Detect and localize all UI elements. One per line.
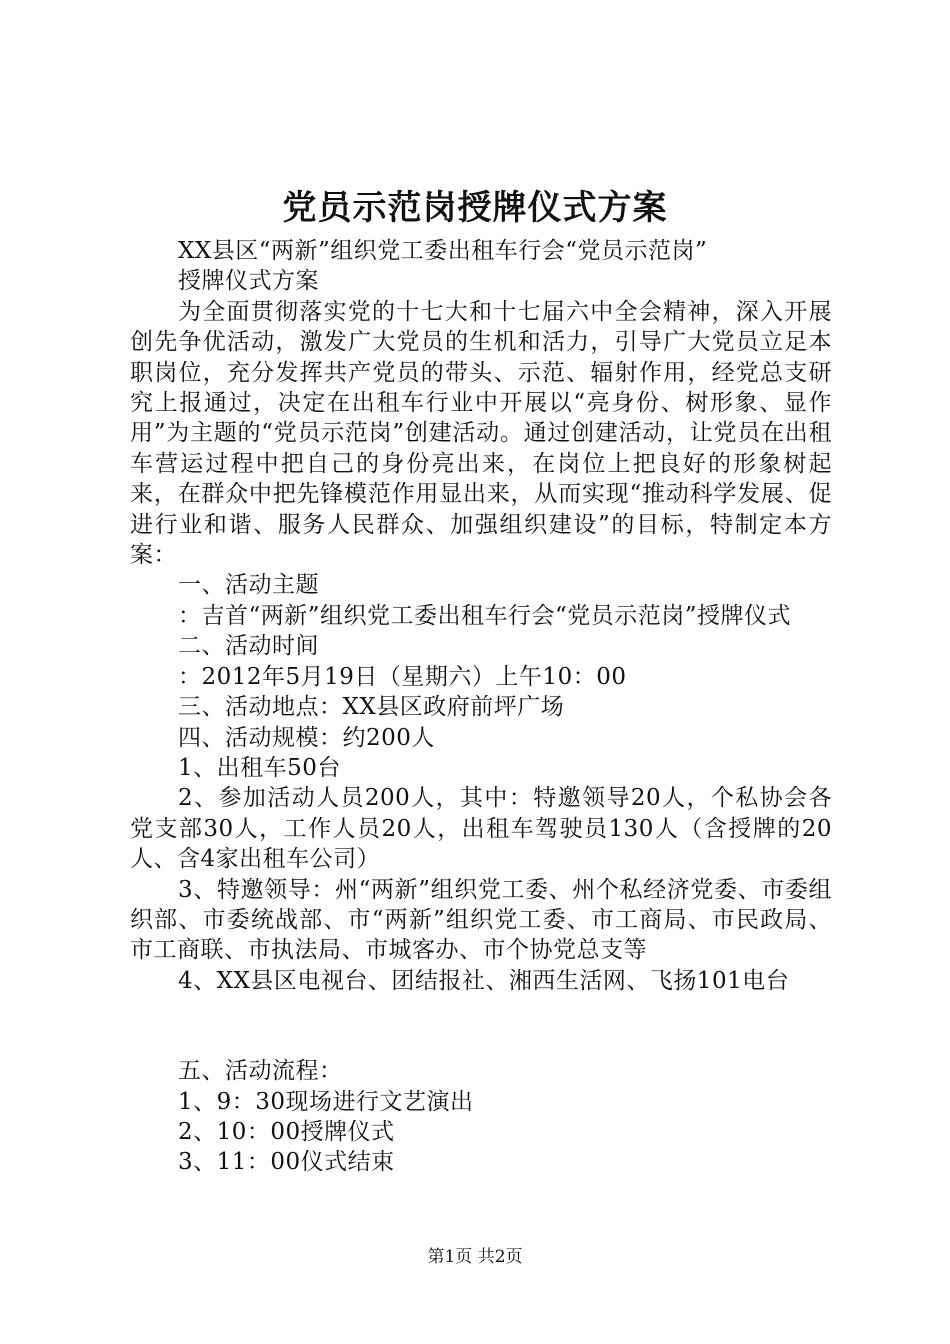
scale-item-1: 1、出租车50台: [178, 754, 341, 781]
blank-gap: [130, 996, 832, 1056]
page-footer: 第1页 共2页: [427, 1247, 523, 1267]
section-heading-process: 五、活动流程：: [178, 1058, 343, 1085]
section-location: 三、活动地点：XX县区政府前坪广场: [178, 694, 565, 721]
subtitle-line-1: XX县区“两新”组织党工委出租车行会“党员示范岗”: [178, 238, 708, 264]
subtitle-line-2: 授牌仪式方案: [178, 268, 319, 295]
scale-item-4: 4、XX县区电视台、团结报社、湘西生活网、飞扬101电台: [178, 967, 790, 994]
intro-paragraph: 为全面贯彻落实党的十七大和十七届六中全会精神，深入开展创先争优活动，激发广大党员的生机和活力，引导广大党员立足本职岗位，充分发挥共产党员的带头、示范、辐射作用，经党总支研究上报通过，决定在出租车行业中开展以“亮身份、树形象、显作用”为主题的“党员示范岗”创建活动。通过创建活动，让党员在出租车营运过程中把自己的身份亮出来，在岗位上把良好的形象树起来，在群众中把先锋模范作用显出来，从而实现“推动科学发展、促进行业和谐、服务人民群众、加强组织建设”的目标，特制定本方案：: [130, 298, 832, 569]
section-heading-time: 二、活动时间: [178, 633, 319, 660]
scale-item-3: 3、特邀领导：州“两新”组织党工委、州个私经济党委、市委组织部、市委统战部、市“两新”组织党工委、市工商局、市民政局、市工商联、市执法局、市城客办、市个协党总支等: [130, 876, 832, 964]
document-body: [130, 236, 832, 1178]
process-item-1: 1、9：30现场进行文艺演出: [178, 1088, 474, 1115]
time-text: ：2012年5月19日（星期六）上午10：00: [178, 663, 627, 690]
process-item-3: 3、11：00仪式结束: [178, 1149, 395, 1176]
document-title: 党员示范岗授牌仪式方案: [282, 188, 668, 228]
process-item-2: 2、10：00授牌仪式: [178, 1118, 395, 1145]
scale-item-2: 2、参加活动人员200人，其中：特邀领导20人，个私协会各党支部30人，工作人员20人，出租车驾驶员130人（含授牌的20人、含4家出租车公司）: [130, 785, 832, 873]
section-scale: 四、活动规模：约200人: [178, 724, 435, 751]
theme-text: ：吉首“两新”组织党工委出租车行会“党员示范岗”授牌仪式: [178, 602, 792, 629]
section-heading-theme: 一、活动主题: [178, 572, 319, 599]
